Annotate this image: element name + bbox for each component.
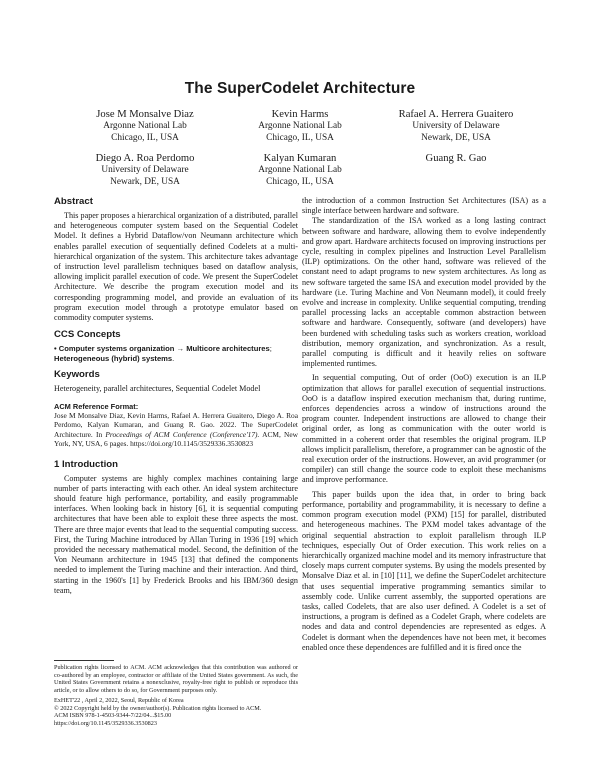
footnote-isbn: ACM ISBN 978-1-4503-9344-7/22/04...$15.00 [54,712,172,720]
author-name: Guang R. Gao [425,153,487,164]
author-name: Diego A. Roa Perdomo [95,153,195,164]
abstract-text: This paper proposes a hierarchical organization of a distributed, parallel and heterogeneous computer system based on the Sequential Codelet Model. It defines a Hybrid Dataflow/von Neumann architecture which enables parallel execution of sequentially defined Codelets at a multi-hierarchical organization of the system. This architecture takes advantage of instruction level parallelism techniques based on dataflow analysis, allowing implicit parallel execution of code. We present the SuperCodelet Architecture. We describe the program execution model and its corresponding programming model, and provide an evaluation of its program execution model through a prototype emulator based on commodity computer systems. [54,211,298,323]
right-column [302,196,546,653]
paper-title: The SuperCodelet Architecture [184,80,416,97]
author-name: Kalyan Kumaran [263,153,337,164]
ccs-item-2: Heterogeneous (hybrid) systems [54,353,173,363]
author-affiliation: University of Delaware [101,165,189,175]
ccs-sep-1: ; [269,344,272,354]
copyright-footnote [54,660,298,728]
author-location: Newark, DE, USA [110,176,180,187]
author-affiliation: Argonne National Lab [258,165,342,175]
author-location: Newark, DE, USA [421,132,491,143]
author-affiliation: University of Delaware [412,121,500,131]
body-paragraph: The standardization of the ISA worked as a long lasting contract between software and hardware, allowing them to evolve independently and grow apart. Hardware architects focused on improving instructions per cycle, resulting in complex pipelines and Instruction Level Parallelism (ILP) optimizations. On the other hand, software was relieved of the constant need to adapt programs to new system architectures. As long as new software targeted the same ISA and execution model provided by the hardware (i.e. Turing Machine and Von Neumann model), it could freely evolve and increase in complexity. Unlike sequential computing, trending parallel processing lacks an acceptable common abstraction between software and hardware. Consequently, software (and developers) have been burdened with scheduling tasks such as workers creation, workload distribution, memory organization, and synchronization. As a result, parallel computing is difficult and it heavily relies on software implemented runtimes. [302,216,546,369]
body-paragraph: This paper builds upon the idea that, in order to bring back performance, portability and programmability, it is necessary to define a common program execution model (PXM) [15] for parallel, distributed and heterogeneous machines. The PXM model takes advantage of the original sequential abstraction to exploit parallelism through ILP techniques, especially Out of Order execution. This work relies on a hierarchically organized machine model and its memory infrastructure that closely maps current computer systems. By using the models presented by Monsalve Diaz et al. in [10] [11], we define the SuperCodelet architecture that uses sequential imperative programming semantics similar to assembly code. Unlike current assembly, the supported operations are tasks, called Codelets, that are also user defined. A Codelet is a set of instructions, a program is defined as a Codelet Graph, where codelets are nodes and data and control dependencies are represented as edges. A Codelet is dormant when the dependences have not been met, it becomes enabled once these dependences are fulfilled and it is fired once the [302,489,546,652]
author-name: Kevin Harms [271,109,329,120]
acm-ref-venue: Proceedings of ACM Conference (Conference'17). [105,429,260,439]
ccs-item-1: • Computer systems organization → Multicore architectures [54,344,270,354]
footnote-rights: Publication rights licensed to ACM. ACM acknowledges that this contribution was authored or co-authored by an employee, contractor or affiliate of the United States government. As such, the United States Government retains a nonexclusive, royalty-free right to publish or reproduce this article, or to allow others to do so, for Government purposes only. [54,664,298,695]
acm-ref-part-a: Jose M Monsalve Diaz, Kevin Harms, Rafael A. Herrera Guaitero, Diego A. Roa Perdomo, Kalyan Kumaran, and Guang R. Gao. 2022. The SuperCodelet Architecture. In [54,411,298,439]
footnote-copyright: © 2022 Copyright held by the owner/author(s). Publication rights licensed to ACM. [54,704,262,712]
author-location: Chicago, IL, USA [111,132,179,143]
keywords-text: Heterogeneity, parallel architectures, Sequential Codelet Model [54,384,261,394]
author-3 [361,108,551,144]
footnote-venue: ExHET'22 , April 2, 2022, Seoul, Republic of Korea [54,696,184,704]
footnote-doi: https://doi.org/10.1145/3529336.3530823 [54,719,157,727]
author-name: Jose M Monsalve Diaz [96,109,194,120]
body-paragraph: the introduction of a common Instruction Set Architectures (ISA) as a single interface between hardware and software. [302,196,546,216]
ccs-concepts [54,344,298,363]
author-affiliation: Argonne National Lab [258,121,342,131]
ccs-sep-2: . [172,353,175,363]
footnote-rule [54,660,114,661]
abstract-heading: Abstract [54,196,93,207]
intro-paragraph: Computer systems are highly complex machines containing large number of parts interacting with each other. An ideal system architecture should feature high performance, portability, and easily programmable interfaces. When looking back in history [6], it is sequential computing architectures that have been able to exploit these three aspects the most. There are three major events that lead to the sequential computing success. First, the Turing Machine introduced by Allan Turing in 1936 [19] which provided the necessary mathematical model. Second, the definition of the Von Neumann architecture in 1945 [13] that defined the components needed to implement the Turing machine and their interaction. And third, starting in the 1960's [1] by Frederick Brooks and his IBM/360 design team, [54,473,298,595]
acm-reference-heading: ACM Reference Format: [54,401,139,411]
ccs-heading: CCS Concepts [54,329,121,341]
intro-heading: 1 Introduction [54,458,118,470]
author-name: Rafael A. Herrera Guaitero [398,109,514,120]
body-paragraph: In sequential computing, Out of order (OoO) execution is an ILP optimization that allows for parallel execution of sequential instructions. OoO is a dataflow inspired execution mechanism that, during runtime, enforces dependencies across a window of instructions around the program counter. Independent instructions are allowed to change their original order, as long as communication with the outer world is committed in a coherent order that resembles the original program. ILP allows implicit parallelism, therefore, a programmer can be agnostic of the real execution order of the instructions. However, an avid programmer (or compiler) can still change the source code to exploit these mechanisms and improve performance. [302,373,546,485]
keywords-heading: Keywords [54,369,100,381]
acm-reference-text [54,411,298,449]
acm-ref-part-b: ACM, New York, NY, USA, 6 pages. https://doi.org/10.1145/3529336.3530823 [54,429,298,449]
author-location: Chicago, IL, USA [266,132,334,143]
author-affiliation: Argonne National Lab [103,121,187,131]
author-location: Chicago, IL, USA [266,176,334,187]
left-column [54,196,298,596]
author-6 [361,152,551,177]
